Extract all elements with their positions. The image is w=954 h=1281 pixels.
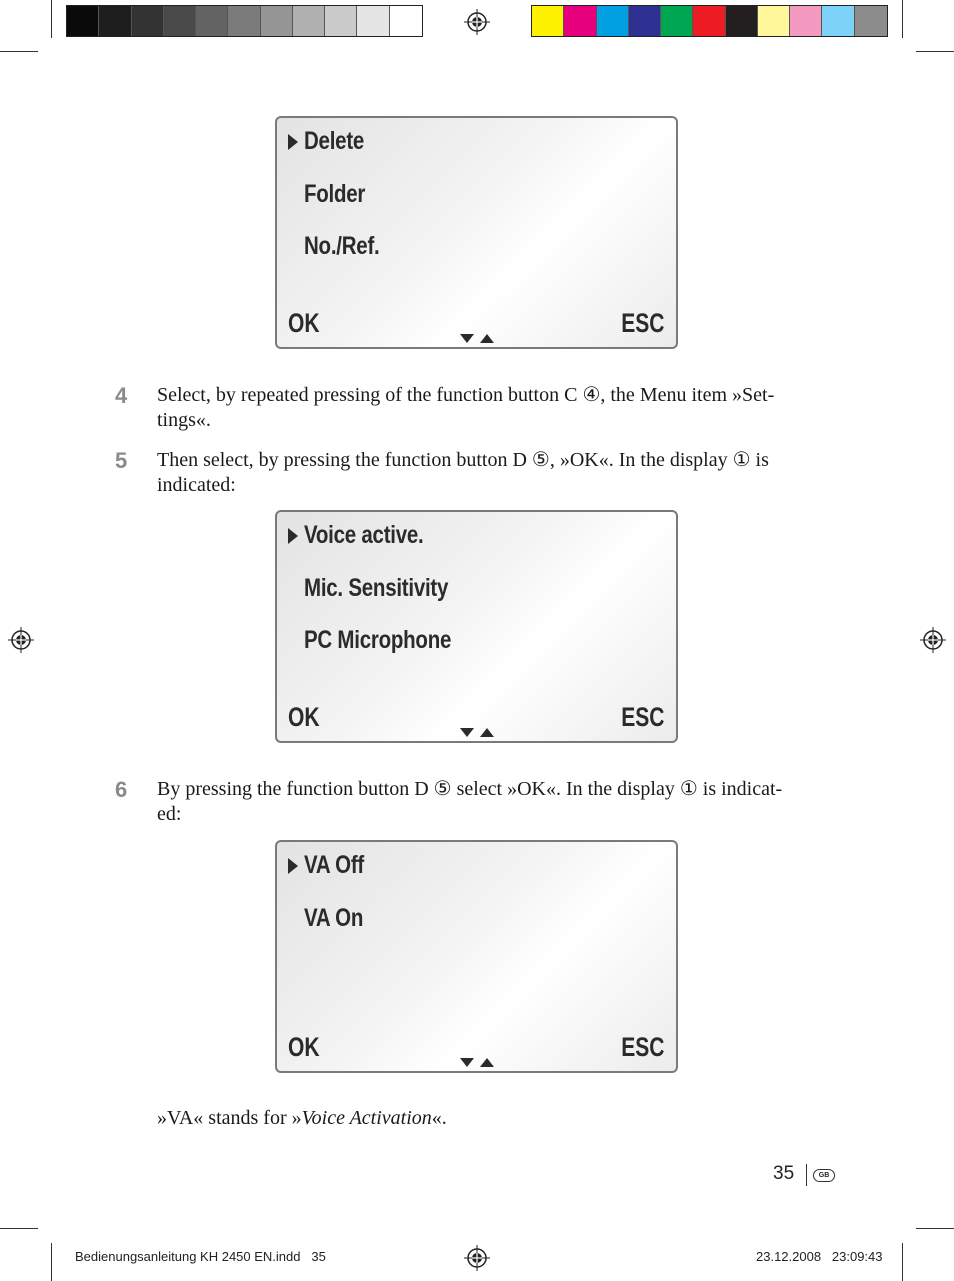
menu-item: Mic. Sensitivity — [304, 574, 449, 602]
color-swatch — [693, 6, 725, 36]
step-number: 4 — [115, 383, 128, 408]
step-text-line: indicated: — [157, 474, 236, 496]
color-swatch — [325, 6, 357, 36]
color-swatch — [564, 6, 596, 36]
selection-cursor-icon — [288, 858, 298, 874]
step-text-line: By pressing the function button D ⑤ select »OK«. In the display ① is indicat- — [157, 778, 783, 800]
crop-mark — [51, 1243, 52, 1281]
color-swatch — [196, 6, 228, 36]
page-number-separator — [806, 1164, 807, 1186]
up-down-arrows-icon — [460, 1056, 500, 1068]
menu-item: Folder — [304, 180, 366, 208]
registration-mark-icon — [8, 627, 34, 653]
crop-mark — [0, 1228, 38, 1229]
lcd-display-delete-menu — [275, 116, 678, 349]
selection-cursor-icon — [288, 134, 298, 150]
language-badge: GB — [813, 1169, 835, 1182]
step-text-line: Then select, by pressing the function button D ⑤, »OK«. In the display ① is — [157, 449, 769, 471]
lcd-display-settings-menu — [275, 510, 678, 743]
color-swatch — [661, 6, 693, 36]
color-swatch — [855, 6, 887, 36]
softkey-esc: ESC — [621, 1032, 665, 1062]
footer-filename: Bedienungsanleitung KH 2450 EN.indd 35 — [75, 1249, 326, 1264]
color-swatch — [164, 6, 196, 36]
step-number: 6 — [115, 777, 128, 802]
up-down-arrows-icon — [460, 332, 500, 344]
color-swatch — [390, 6, 422, 36]
crop-mark — [0, 51, 38, 52]
step-text-line: tings«. — [157, 409, 211, 431]
note-suffix: «. — [431, 1107, 447, 1129]
softkey-esc: ESC — [621, 308, 665, 338]
softkey-ok: OK — [288, 1032, 320, 1062]
color-swatch — [357, 6, 389, 36]
color-swatch — [293, 6, 325, 36]
step-text-line: Select, by repeated pressing of the function button C ④, the Menu item »Set- — [157, 384, 775, 406]
color-swatch — [758, 6, 790, 36]
color-swatch — [228, 6, 260, 36]
step-text — [157, 448, 837, 498]
step-text-line: ed: — [157, 803, 182, 825]
menu-item: PC Microphone — [304, 626, 452, 654]
color-swatch — [597, 6, 629, 36]
softkey-ok: OK — [288, 308, 320, 338]
page-number: 35 — [773, 1163, 795, 1184]
color-swatch — [99, 6, 131, 36]
color-swatch — [726, 6, 758, 36]
registration-mark-icon — [464, 9, 490, 35]
crop-mark — [902, 1243, 903, 1281]
footer-datetime: 23.12.2008 23:09:43 — [756, 1249, 883, 1264]
softkey-ok: OK — [288, 702, 320, 732]
step-text — [157, 383, 837, 433]
color-swatch — [261, 6, 293, 36]
menu-item: Delete — [304, 127, 365, 155]
selection-cursor-icon — [288, 528, 298, 544]
step-text — [157, 777, 837, 827]
note-emphasis: Voice Activation — [301, 1107, 432, 1129]
step-number: 5 — [115, 448, 128, 473]
crop-mark — [916, 51, 954, 52]
crop-mark — [51, 0, 52, 38]
color-swatch — [822, 6, 854, 36]
color-swatch — [132, 6, 164, 36]
menu-item: Voice active. — [304, 521, 424, 549]
color-calibration-bar — [531, 5, 888, 37]
softkey-esc: ESC — [621, 702, 665, 732]
color-swatch — [790, 6, 822, 36]
menu-item: VA Off — [304, 851, 365, 879]
color-swatch — [67, 6, 99, 36]
crop-mark — [902, 0, 903, 38]
grayscale-calibration-bar — [66, 5, 423, 37]
note-prefix: »VA« stands for » — [157, 1107, 302, 1129]
color-swatch — [532, 6, 564, 36]
up-down-arrows-icon — [460, 726, 500, 738]
registration-mark-icon — [464, 1245, 490, 1271]
crop-mark — [916, 1228, 954, 1229]
menu-item: No./Ref. — [304, 232, 380, 260]
lcd-display-voice-activation-menu — [275, 840, 678, 1073]
registration-mark-icon — [920, 627, 946, 653]
va-note — [157, 1106, 837, 1131]
menu-item: VA On — [304, 904, 364, 932]
color-swatch — [629, 6, 661, 36]
